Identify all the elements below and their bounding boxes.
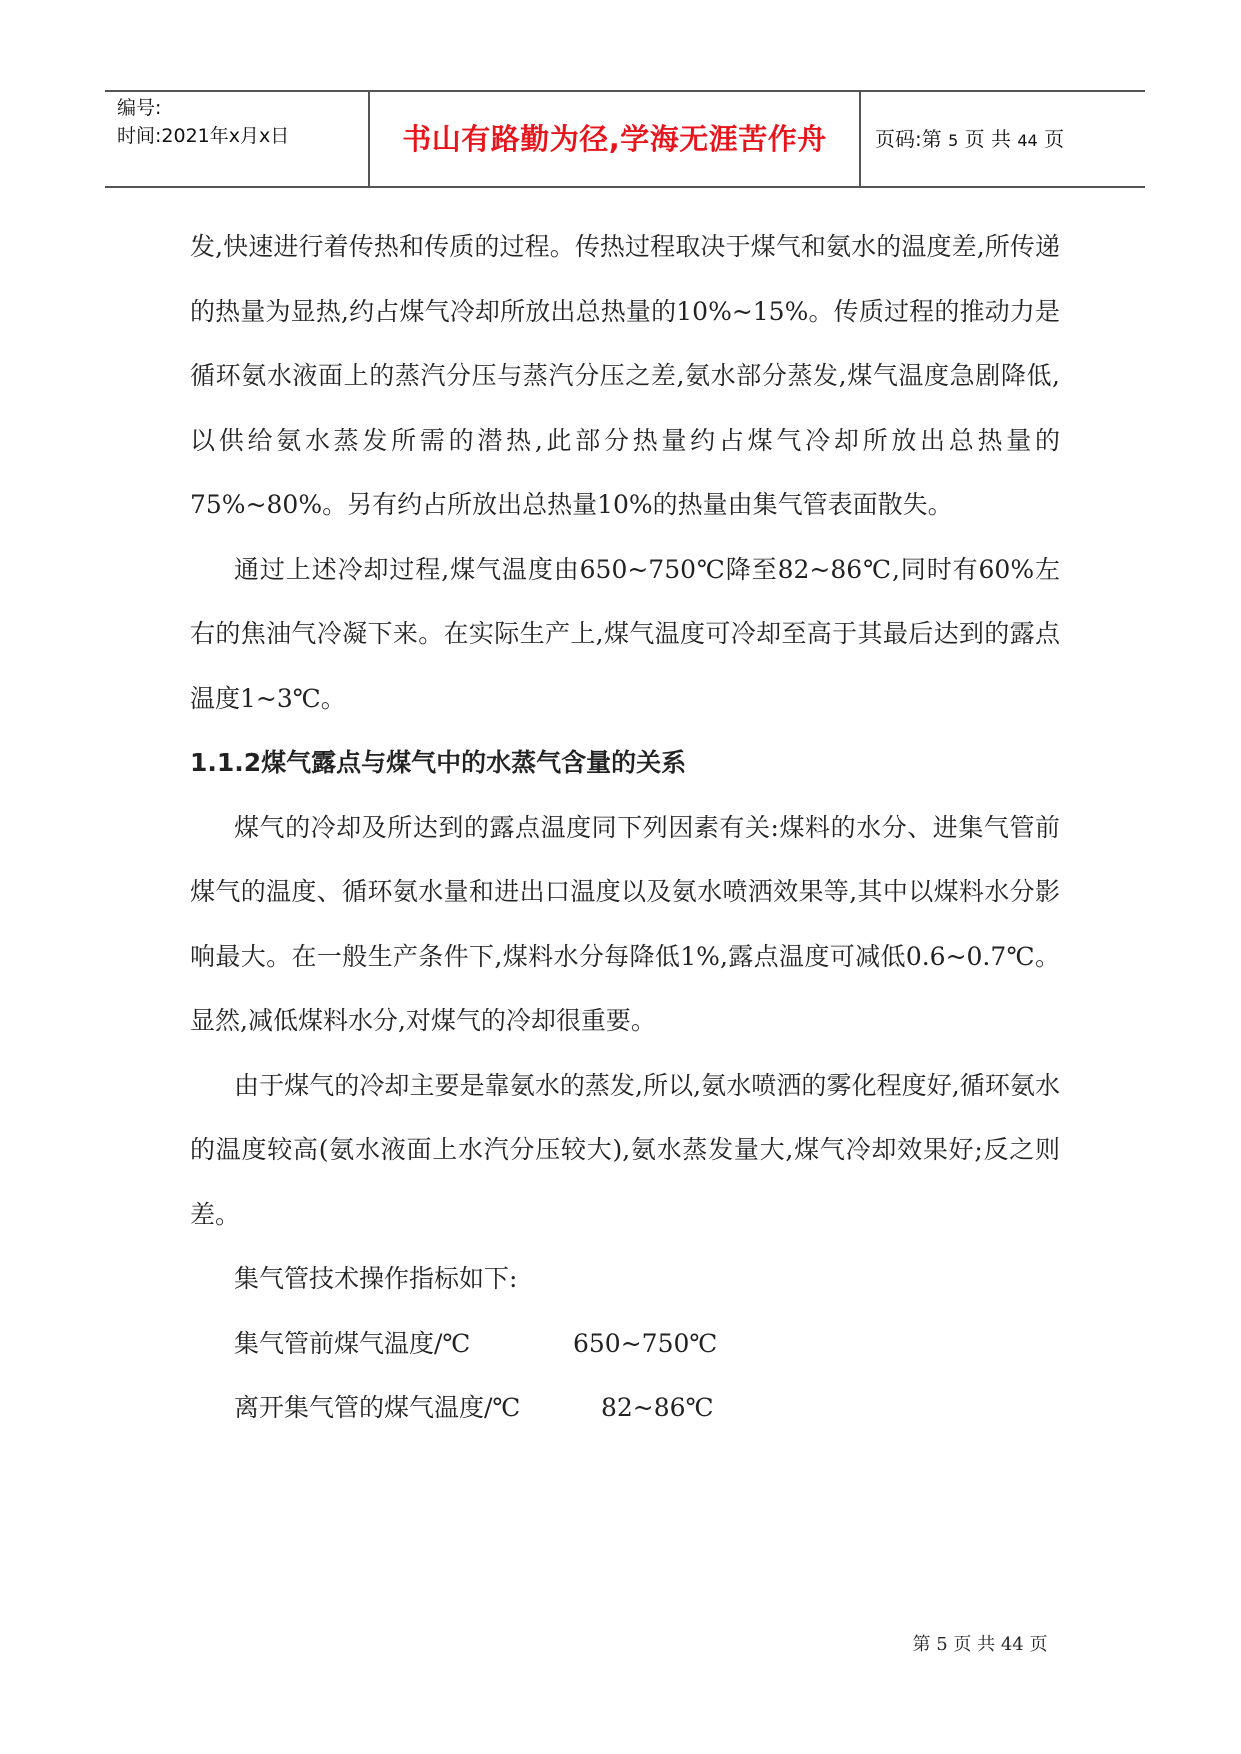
page-mid: 页 共	[964, 127, 1012, 151]
time-label: 时间:2021年x月x日	[117, 125, 290, 147]
header-motto: 书山有路勤为径,学海无涯苦作舟	[402, 122, 827, 156]
paragraph-heat-transfer: 发,快速进行着传热和传质的过程。传热过程取决于煤气和氨水的温度差,所传递的热量为显热,约占煤气冷却所放出总热量的10%~15%。传质过程的推动力是循环氨水液面上的蒸汽分压与蒸汽分压之差,氨水部分蒸发,煤气温度急剧降低,以供给氨水蒸发所需的潜热,此部分热量约占煤气冷却所放出总热量的75%~80%。另有约占所放出总热量10%的热量由集气管表面散失。	[190, 232, 1060, 519]
page-number: 5	[948, 131, 959, 150]
spec-value: 82~86℃	[601, 1393, 714, 1422]
paragraph-cooling-process: 通过上述冷却过程,煤气温度由650~750℃降至82~86℃,同时有60%左右的焦油气冷凝下来。在实际生产上,煤气温度可冷却至高于其最后达到的露点温度1~3℃。	[190, 554, 1060, 713]
header-page-indicator	[875, 92, 1064, 186]
spec-value: 650~750℃	[573, 1328, 718, 1358]
section-heading: 1.1.2煤气露点与煤气中的水蒸气含量的关系	[190, 748, 687, 777]
spec-label: 集气管前煤气温度/℃	[234, 1328, 471, 1358]
document-body	[190, 215, 1060, 1441]
paragraph-dew-point-factors: 煤气的冷却及所达到的露点温度同下列因素有关:煤料的水分、进集气管前煤气的温度、循环氨水量和进出口温度以及氨水喷洒效果等,其中以煤料水分影响最大。在一般生产条件下,煤料水分每降低1%,露点温度可减低0.6~0.7℃。显然,减低煤料水分,对煤气的冷却很重要。	[190, 812, 1060, 1035]
header-meta	[117, 94, 367, 150]
code-label: 编号:	[117, 97, 162, 119]
page-footer: 第 5 页 共 44 页	[912, 1634, 1048, 1655]
paragraph-ammonia-evaporation: 由于煤气的冷却主要是靠氨水的蒸发,所以,氨水喷洒的雾化程度好,循环氨水的温度较高(氨水液面上水汽分压较大),氨水蒸发量大,煤气冷却效果好;反之则差。	[190, 1070, 1060, 1229]
spec-row	[190, 1312, 1060, 1377]
header-divider-right	[859, 92, 861, 186]
page-prefix: 页码:第	[875, 127, 942, 151]
paragraph-spec-intro: 集气管技术操作指标如下:	[234, 1264, 518, 1293]
page-total: 44	[1017, 131, 1038, 150]
page-suffix: 页	[1044, 127, 1065, 151]
spec-row	[190, 1376, 1060, 1441]
page-header	[105, 90, 1145, 188]
spec-label: 离开集气管的煤气温度/℃	[234, 1393, 521, 1422]
